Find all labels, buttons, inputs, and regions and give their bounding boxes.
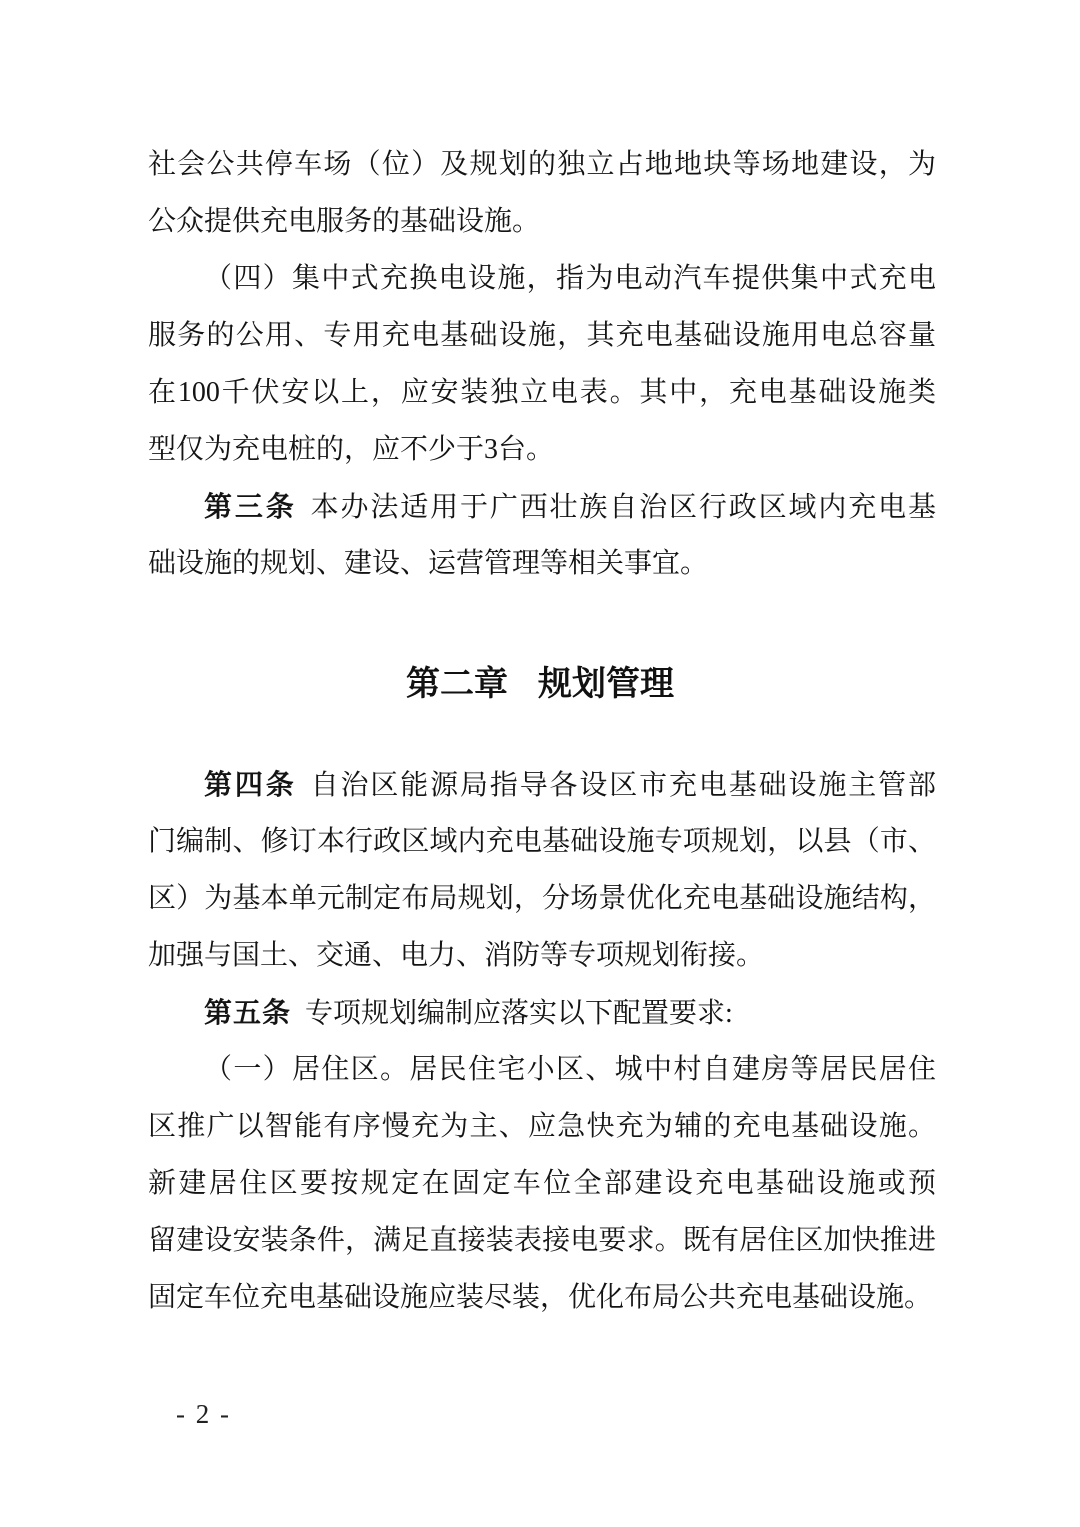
body-line: 加强与国土、交通、电力、消防等专项规划衔接。 bbox=[148, 940, 765, 971]
body-line: （一）居住区。居民住宅小区、城中村自建房等居民居住 bbox=[204, 1054, 936, 1085]
body-line: 服务的公用、专用充电基础设施，其充电基础设施用电总容量 bbox=[148, 320, 936, 351]
body-line: 留建设安装条件，满足直接装表接电要求。既有居住区加快推进 bbox=[148, 1225, 936, 1256]
text-block-lower bbox=[148, 756, 936, 1326]
body-line: 公众提供充电服务的基础设施。 bbox=[148, 206, 541, 237]
body-line-article-5 bbox=[148, 984, 936, 1041]
article-number-label: 第三条 bbox=[204, 491, 297, 522]
body-line: 区推广以智能有序慢充为主、应急快充为辅的充电基础设施。 bbox=[148, 1111, 936, 1142]
body-line: 在100千伏安以上，应安装独立电表。其中，充电基础设施类 bbox=[148, 377, 936, 408]
article-text: 专项规划编制应落实以下配置要求: bbox=[305, 998, 733, 1029]
article-text: 本办法适用于广西壮族自治区行政区域内充电基 bbox=[310, 492, 936, 523]
body-line: 础设施的规划、建设、运营管理等相关事宜。 bbox=[148, 548, 709, 579]
body-line-article-4 bbox=[148, 756, 936, 813]
text-block-upper bbox=[148, 136, 936, 592]
chapter-title: 规划管理 bbox=[538, 665, 674, 703]
page-number: - 2 - bbox=[176, 1399, 231, 1429]
article-text: 自治区能源局指导各设区市充电基础设施主管部 bbox=[310, 770, 936, 801]
article-number-label: 第五条 bbox=[204, 997, 292, 1028]
body-line: 社会公共停车场（位）及规划的独立占地地块等场地建设，为 bbox=[148, 149, 936, 180]
body-line: 型仅为充电桩的，应不少于3台。 bbox=[148, 434, 555, 465]
body-line-article-3 bbox=[148, 478, 936, 535]
body-line: 区）为基本单元制定布局规划，分场景优化充电基础设施结构， bbox=[148, 883, 936, 914]
body-line: 新建居住区要按规定在固定车位全部建设充电基础设施或预 bbox=[148, 1168, 936, 1199]
chapter-heading bbox=[0, 648, 1080, 720]
chapter-number: 第二章 bbox=[406, 665, 508, 703]
body-line: 固定车位充电基础设施应装尽装，优化布局公共充电基础设施。 bbox=[148, 1282, 933, 1313]
article-number-label: 第四条 bbox=[204, 769, 297, 800]
body-line: 门编制、修订本行政区域内充电基础设施专项规划，以县（市、 bbox=[148, 826, 936, 857]
body-line: （四）集中式充换电设施，指为电动汽车提供集中式充电 bbox=[204, 263, 936, 294]
